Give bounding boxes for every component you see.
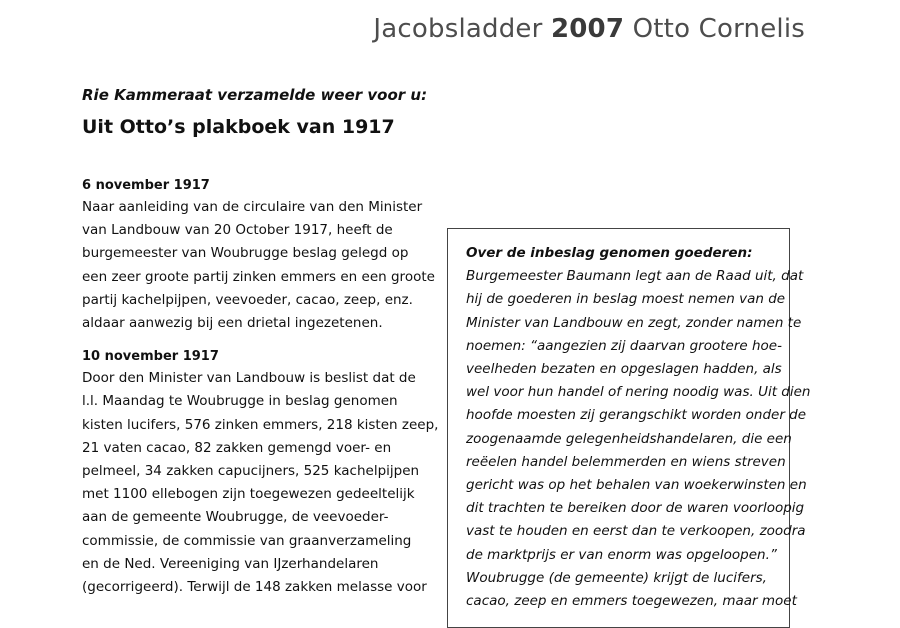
text-line: aan de gemeente Woubrugge, de veevoeder- <box>82 509 389 526</box>
text-line: burgemeester van Woubrugge beslag gelegd op <box>82 245 409 262</box>
sidebar-line: hoofde moesten zij gerangschikt worden onder de <box>466 407 807 424</box>
text-line: van Landbouw van 20 October 1917, heeft de <box>82 222 393 239</box>
sidebar-line: Minister van Landbouw en zegt, zonder namen te <box>466 314 802 331</box>
text-line: commissie, de commissie van graanverzameling <box>82 532 412 549</box>
sidebar-line: wel voor hun handel of nering noodig was. Uit dien <box>466 384 811 401</box>
entry-date: 10 november 1917 <box>82 349 219 365</box>
article-body <box>82 176 439 611</box>
article-title: Uit Otto’s plakboek van 1917 <box>82 116 395 138</box>
text-line: 21 vaten cacao, 82 zakken gemengd voer- en <box>82 439 392 456</box>
header-author: Otto Cornelis <box>632 14 805 44</box>
sidebar-line: Woubrugge (de gemeente) krijgt de lucifers, <box>466 569 767 586</box>
text-line: partij kachelpijpen, veevoeder, cacao, zeep, enz. <box>82 291 413 308</box>
sidebar-heading: Over de inbeslag genomen goederen: <box>466 245 753 261</box>
sidebar-content <box>466 242 810 613</box>
entry-date: 6 november 1917 <box>82 178 210 193</box>
sidebar-line: Burgemeester Baumann legt aan de Raad uit, dat <box>466 268 804 285</box>
text-line: Door den Minister van Landbouw is beslist dat de <box>82 370 416 387</box>
text-line: Naar aanleiding van de circulaire van den Minister <box>82 199 423 215</box>
text-line: pelmeel, 34 zakken capucijners, 525 kachelpijpen <box>82 463 420 480</box>
text-line: aldaar aanwezig bij een drietal ingezetenen. <box>82 315 383 332</box>
header-year: 2007 <box>550 14 625 44</box>
text-line: met 1100 ellebogen zijn toegewezen gedeeltelijk <box>82 486 415 503</box>
text-line: een zeer groote partij zinken emmers en een groote <box>82 268 435 285</box>
sidebar-line: hij de goederen in beslag moest nemen van de <box>466 291 786 308</box>
page-header <box>373 14 805 44</box>
sidebar-line: reëelen handel belemmerden en wiens streven <box>466 453 786 470</box>
sidebar-box <box>447 228 811 628</box>
entry-10-november <box>82 347 439 599</box>
header-title: Jacobsladder <box>373 14 543 44</box>
sidebar-line: vast te houden en eerst dan te verkoopen, zoodra <box>466 523 806 540</box>
sidebar-line: veelheden bezaten en opgeslagen hadden, als <box>466 361 782 378</box>
sidebar-line: de marktprijs er van enorm was opgeloopen.” <box>466 546 777 563</box>
text-line: en de Ned. Vereeniging van IJzerhandelaren <box>82 555 379 572</box>
text-line: l.l. Maandag te Woubrugge in beslag genomen <box>82 393 398 410</box>
text-line: kisten lucifers, 576 zinken emmers, 218 kisten zeep, <box>82 416 439 433</box>
sidebar-line: zoogenaamde gelegenheidshandelaren, die een <box>466 430 792 447</box>
article-kicker: Rie Kammeraat verzamelde weer voor u: <box>82 86 428 104</box>
sidebar-line: dit trachten te bereiken door de waren voorloopig <box>466 500 805 517</box>
entry-6-november <box>82 176 435 335</box>
text-line: (gecorrigeerd). Terwijl de 148 zakken melasse voor <box>82 579 427 596</box>
sidebar-line: gericht was op het behalen van woekerwinsten en <box>466 477 807 494</box>
sidebar-line: noemen: “aangezien zij daarvan grootere hoe- <box>466 337 782 354</box>
sidebar-line: cacao, zeep en emmers toegewezen, maar moet <box>466 593 797 610</box>
